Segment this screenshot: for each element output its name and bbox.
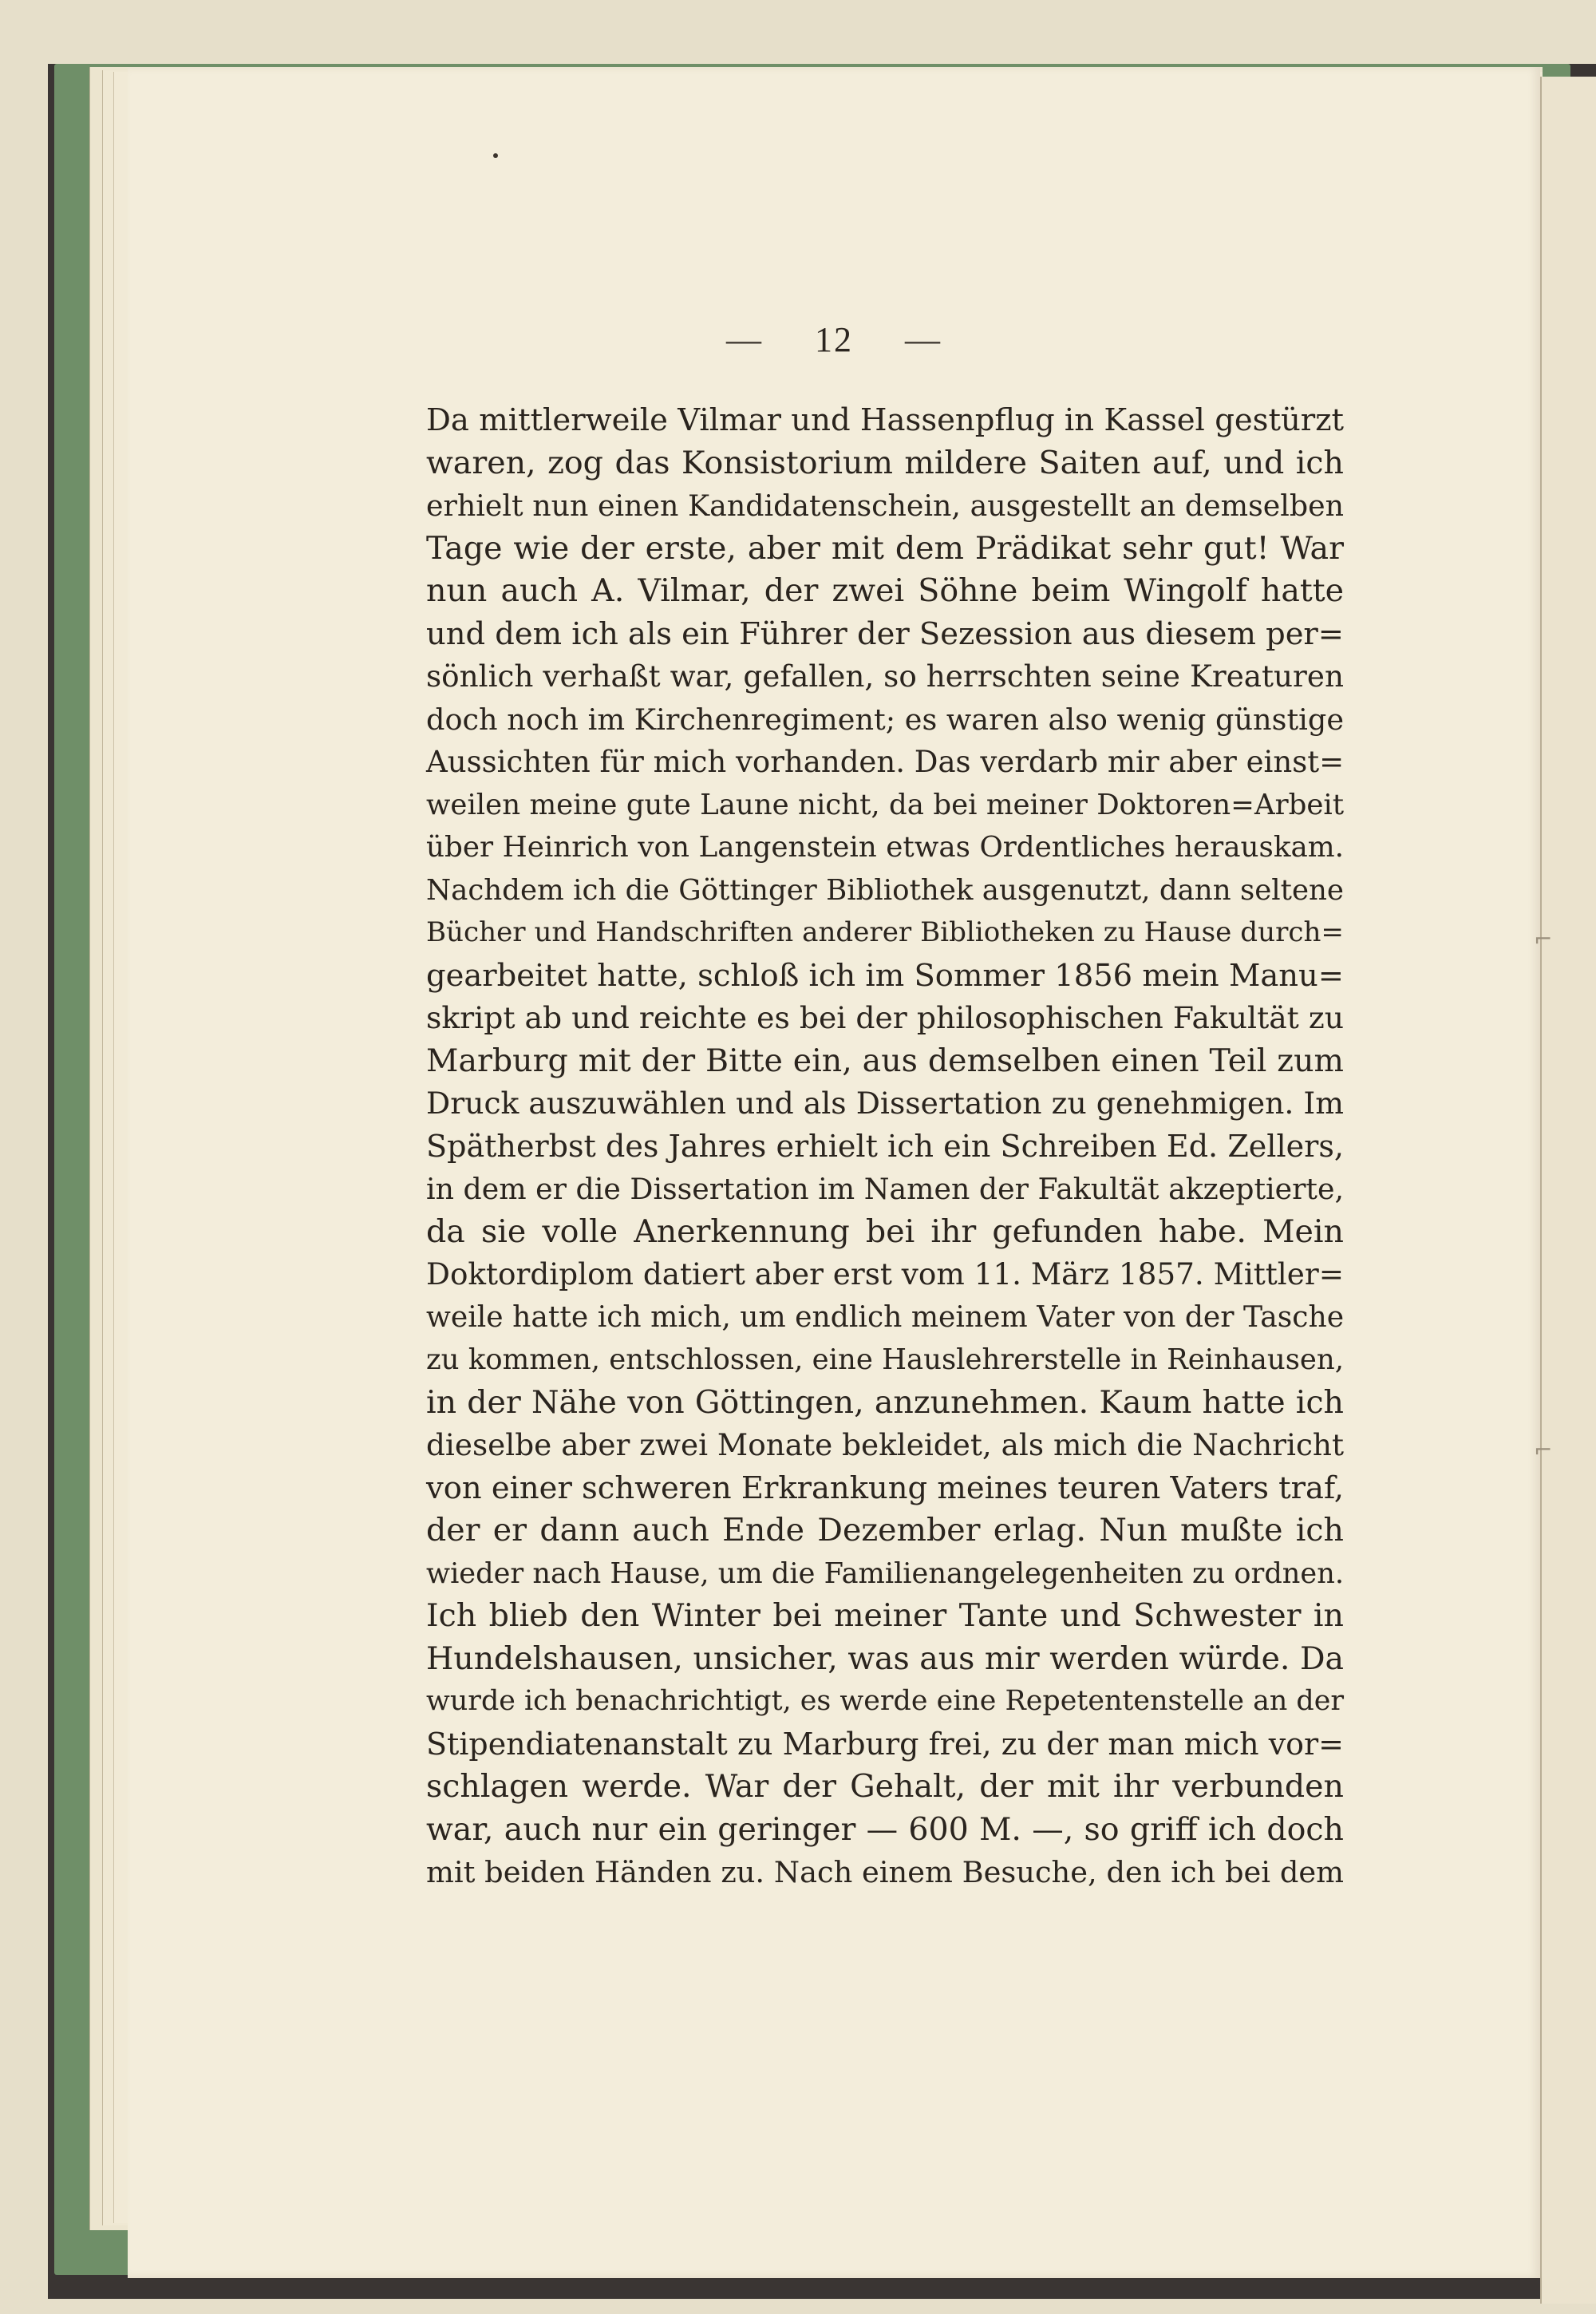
text-line: wurde ich benachrichtigt, es werde eine Repetentenstelle an der <box>426 1685 1344 1717</box>
text-line: der er dann auch Ende Dezember erlag. Nun mußte ich <box>426 1512 1344 1549</box>
text-line: war, auch nur ein geringer — 600 M. —, so griff ich doch <box>426 1810 1344 1848</box>
text-line: zu kommen, entschlossen, eine Hauslehrerstelle in Reinhausen, <box>426 1343 1344 1376</box>
text-line: weile hatte ich mich, um endlich meinem Vater von der Tasche <box>426 1299 1345 1334</box>
text-line: waren, zog das Konsistorium mildere Saiten auf, und ich <box>426 444 1344 481</box>
text-line: Druck auszuwählen und als Dissertation zu genehmigen. Im <box>426 1086 1344 1121</box>
text-line: mit beiden Händen zu. Nach einem Besuche, den ich bei dem <box>426 1855 1344 1889</box>
text-line: Marburg mit der Bitte ein, aus demselben einen Teil zum <box>426 1042 1344 1079</box>
text-line: in der Nähe von Göttingen, anzunehmen. Kaum hatte ich <box>426 1383 1344 1421</box>
text-line: doch noch im Kirchenregiment; es waren also wenig günstige <box>426 702 1344 737</box>
text-line: sönlich verhaßt war, gefallen, so herrschten seine Kreaturen <box>426 659 1344 694</box>
ink-speck <box>493 153 498 158</box>
page-header <box>128 319 1540 360</box>
text-line: wieder nach Hause, um die Familienangelegenheiten zu ordnen. <box>426 1557 1344 1590</box>
text-line: in dem er die Dissertation im Namen der Fakultät akzeptierte, <box>426 1172 1344 1206</box>
header-dash-left: — <box>726 320 763 359</box>
text-line: nun auch A. Vilmar, der zwei Söhne beim Wingolf hatte <box>426 572 1344 609</box>
margin-tick-icon: ⌐ <box>1534 926 1553 952</box>
header-dash-right: — <box>905 320 942 359</box>
text-line: über Heinrich von Langenstein etwas Ordentliches herauskam. <box>426 831 1344 864</box>
facing-page-edge <box>1540 77 1596 2304</box>
margin-tick-icon: ⌐ <box>1534 1437 1553 1463</box>
text-line: und dem ich als ein Führer der Sezession aus diesem per= <box>426 615 1344 652</box>
body-text <box>426 399 1344 1894</box>
text-line: Bücher und Handschriften anderer Bibliotheken zu Hause durch= <box>426 916 1344 948</box>
text-line: Stipendiatenanstalt zu Marburg frei, zu der man mich vor= <box>426 1726 1344 1762</box>
text-line: skript ab und reichte es bei der philosophischen Fakultät zu <box>426 1000 1344 1035</box>
text-line: erhielt nun einen Kandidatenschein, ausgestellt an demselben <box>426 489 1344 523</box>
text-line: Doktordiplom datiert aber erst vom 11. März 1857. Mittler= <box>426 1256 1344 1291</box>
text-line: Hundelshausen, unsicher, was aus mir werden würde. Da <box>426 1640 1344 1677</box>
text-line: weilen meine gute Laune nicht, da bei meiner Doktoren=Arbeit <box>426 788 1344 821</box>
text-line: gearbeitet hatte, schloß ich im Sommer 1856 mein Manu= <box>426 957 1344 994</box>
text-line: dieselbe aber zwei Monate bekleidet, als mich die Nachricht <box>426 1427 1344 1462</box>
text-line: Da mittlerweile Vilmar und Hassenpflug in Kassel gestürzt <box>426 402 1344 438</box>
text-line: Ich blieb den Winter bei meiner Tante und Schwester in <box>426 1597 1344 1634</box>
text-line: Aussichten für mich vorhanden. Das verdarb mir aber einst= <box>426 745 1345 779</box>
text-line: von einer schweren Erkrankung meines teuren Vaters traf, <box>426 1469 1345 1506</box>
text-line: da sie volle Anerkennung bei ihr gefunden habe. Mein <box>426 1212 1344 1250</box>
text-line: Nachdem ich die Göttinger Bibliothek ausgenutzt, dann seltene <box>426 873 1344 907</box>
page-number: 12 <box>815 320 853 359</box>
text-line: Spätherbst des Jahres erhielt ich ein Schreiben Ed. Zellers, <box>426 1128 1344 1164</box>
text-line: schlagen werde. War der Gehalt, der mit ihr verbunden <box>426 1768 1344 1805</box>
text-line: Tage wie der erste, aber mit dem Prädikat sehr gut! War <box>426 529 1344 567</box>
